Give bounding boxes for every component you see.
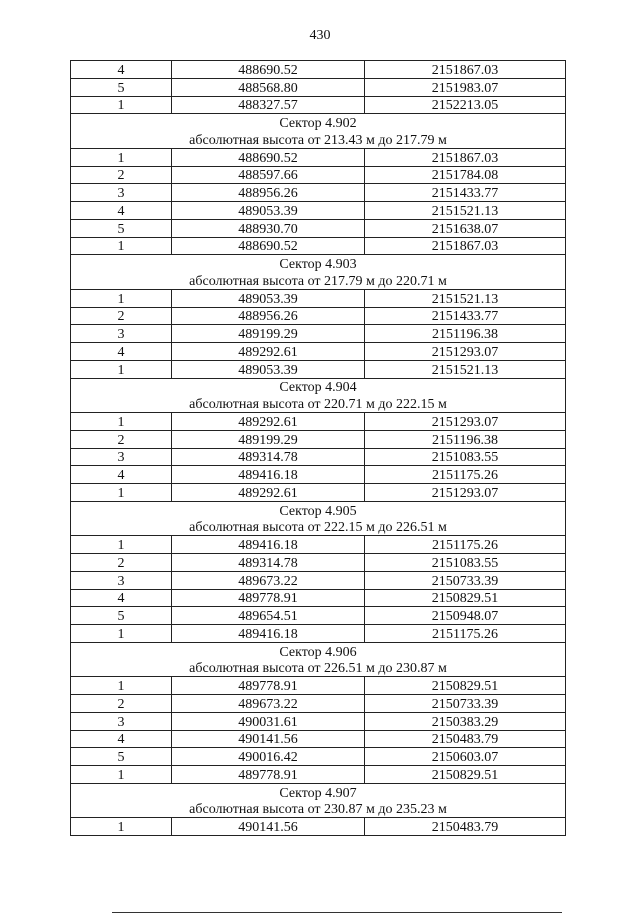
point-number-cell: 1 [71,536,172,554]
table-row [71,202,566,220]
point-number-cell: 2 [71,554,172,572]
sector-title: Сектор 4.907 [71,783,566,800]
sector-title: Сектор 4.903 [71,255,566,272]
point-number-cell: 3 [71,448,172,466]
point-number-cell: 4 [71,343,172,361]
sector-altitude-range: абсолютная высота от 220.71 м до 222.15 м [71,395,566,412]
x-coordinate-cell: 489673.22 [172,571,365,589]
point-number-cell: 3 [71,325,172,343]
table-row [71,589,566,607]
x-coordinate-cell: 489292.61 [172,343,365,361]
point-number-cell: 5 [71,607,172,625]
y-coordinate-cell: 2151433.77 [365,184,566,202]
y-coordinate-cell: 2150829.51 [365,677,566,695]
y-coordinate-cell: 2151293.07 [365,343,566,361]
sector-range-row [71,131,566,148]
point-number-cell: 4 [71,589,172,607]
x-coordinate-cell: 489314.78 [172,448,365,466]
x-coordinate-cell: 489199.29 [172,430,365,448]
x-coordinate-cell: 489416.18 [172,625,365,643]
table-row [71,554,566,572]
table-row [71,184,566,202]
y-coordinate-cell: 2150733.39 [365,695,566,713]
x-coordinate-cell: 489053.39 [172,360,365,378]
x-coordinate-cell: 488956.26 [172,184,365,202]
sector-title: Сектор 4.904 [71,378,566,395]
y-coordinate-cell: 2151175.26 [365,466,566,484]
table-row [71,571,566,589]
x-coordinate-cell: 489292.61 [172,484,365,502]
table-row [71,766,566,784]
sector-title: Сектор 4.906 [71,642,566,659]
x-coordinate-cell: 489199.29 [172,325,365,343]
y-coordinate-cell: 2151175.26 [365,625,566,643]
y-coordinate-cell: 2151521.13 [365,202,566,220]
point-number-cell: 1 [71,625,172,643]
x-coordinate-cell: 488597.66 [172,166,365,184]
y-coordinate-cell: 2151196.38 [365,325,566,343]
sector-title-row [71,255,566,272]
point-number-cell: 2 [71,430,172,448]
x-coordinate-cell: 489053.39 [172,289,365,307]
y-coordinate-cell: 2150829.51 [365,766,566,784]
sector-title-row [71,783,566,800]
point-number-cell: 2 [71,695,172,713]
x-coordinate-cell: 488568.80 [172,78,365,96]
sector-altitude-range: абсолютная высота от 222.15 м до 226.51 м [71,519,566,536]
point-number-cell: 2 [71,166,172,184]
coordinates-table-body [71,61,566,836]
x-coordinate-cell: 488690.52 [172,148,365,166]
y-coordinate-cell: 2151083.55 [365,554,566,572]
point-number-cell: 4 [71,466,172,484]
table-row [71,430,566,448]
point-number-cell: 3 [71,184,172,202]
table-row [71,96,566,114]
y-coordinate-cell: 2150483.79 [365,818,566,836]
sector-altitude-range: абсолютная высота от 217.79 м до 220.71 м [71,272,566,289]
sector-title-row [71,114,566,131]
x-coordinate-cell: 490141.56 [172,730,365,748]
point-number-cell: 1 [71,766,172,784]
table-row [71,360,566,378]
sector-title: Сектор 4.902 [71,114,566,131]
table-row [71,307,566,325]
x-coordinate-cell: 490031.61 [172,712,365,730]
x-coordinate-cell: 488956.26 [172,307,365,325]
x-coordinate-cell: 490016.42 [172,748,365,766]
table-row [71,237,566,255]
table-row [71,818,566,836]
coordinates-table [70,60,566,836]
page-bottom-edge [112,912,562,913]
x-coordinate-cell: 489778.91 [172,766,365,784]
table-row [71,677,566,695]
x-coordinate-cell: 488327.57 [172,96,365,114]
y-coordinate-cell: 2150383.29 [365,712,566,730]
y-coordinate-cell: 2151293.07 [365,484,566,502]
sector-range-row [71,272,566,289]
point-number-cell: 5 [71,219,172,237]
point-number-cell: 2 [71,307,172,325]
table-row [71,78,566,96]
point-number-cell: 4 [71,202,172,220]
y-coordinate-cell: 2151293.07 [365,413,566,431]
point-number-cell: 3 [71,571,172,589]
sector-range-row [71,519,566,536]
x-coordinate-cell: 488690.52 [172,61,365,79]
point-number-cell: 1 [71,96,172,114]
table-row [71,413,566,431]
sector-title: Сектор 4.905 [71,501,566,518]
y-coordinate-cell: 2151521.13 [365,289,566,307]
x-coordinate-cell: 489654.51 [172,607,365,625]
table-row [71,148,566,166]
sector-altitude-range: абсолютная высота от 213.43 м до 217.79 м [71,131,566,148]
point-number-cell: 5 [71,748,172,766]
y-coordinate-cell: 2150948.07 [365,607,566,625]
y-coordinate-cell: 2150603.07 [365,748,566,766]
y-coordinate-cell: 2151521.13 [365,360,566,378]
table-row [71,289,566,307]
x-coordinate-cell: 489778.91 [172,677,365,695]
table-row [71,343,566,361]
x-coordinate-cell: 489053.39 [172,202,365,220]
y-coordinate-cell: 2151867.03 [365,237,566,255]
x-coordinate-cell: 489673.22 [172,695,365,713]
y-coordinate-cell: 2151083.55 [365,448,566,466]
table-row [71,748,566,766]
x-coordinate-cell: 489314.78 [172,554,365,572]
table-row [71,166,566,184]
point-number-cell: 1 [71,360,172,378]
point-number-cell: 1 [71,148,172,166]
x-coordinate-cell: 488930.70 [172,219,365,237]
y-coordinate-cell: 2151867.03 [365,148,566,166]
table-row [71,219,566,237]
point-number-cell: 1 [71,677,172,695]
sector-title-row [71,501,566,518]
point-number-cell: 1 [71,237,172,255]
point-number-cell: 4 [71,61,172,79]
y-coordinate-cell: 2150829.51 [365,589,566,607]
y-coordinate-cell: 2150733.39 [365,571,566,589]
table-row [71,325,566,343]
x-coordinate-cell: 489416.18 [172,466,365,484]
sector-range-row [71,660,566,677]
point-number-cell: 1 [71,818,172,836]
point-number-cell: 4 [71,730,172,748]
table-row [71,712,566,730]
sector-title-row [71,378,566,395]
y-coordinate-cell: 2151196.38 [365,430,566,448]
y-coordinate-cell: 2152213.05 [365,96,566,114]
y-coordinate-cell: 2151983.07 [365,78,566,96]
x-coordinate-cell: 489292.61 [172,413,365,431]
point-number-cell: 1 [71,413,172,431]
x-coordinate-cell: 489416.18 [172,536,365,554]
y-coordinate-cell: 2151784.08 [365,166,566,184]
table-row [71,536,566,554]
point-number-cell: 1 [71,289,172,307]
table-row [71,730,566,748]
x-coordinate-cell: 488690.52 [172,237,365,255]
table-row [71,625,566,643]
point-number-cell: 5 [71,78,172,96]
sector-altitude-range: абсолютная высота от 230.87 м до 235.23 м [71,801,566,818]
table-row [71,466,566,484]
page-number: 430 [309,28,331,43]
sector-range-row [71,801,566,818]
table-row [71,695,566,713]
y-coordinate-cell: 2151433.77 [365,307,566,325]
x-coordinate-cell: 489778.91 [172,589,365,607]
y-coordinate-cell: 2151867.03 [365,61,566,79]
y-coordinate-cell: 2150483.79 [365,730,566,748]
y-coordinate-cell: 2151638.07 [365,219,566,237]
sector-altitude-range: абсолютная высота от 226.51 м до 230.87 м [71,660,566,677]
point-number-cell: 1 [71,484,172,502]
sector-title-row [71,642,566,659]
x-coordinate-cell: 490141.56 [172,818,365,836]
sector-range-row [71,395,566,412]
point-number-cell: 3 [71,712,172,730]
table-row [71,448,566,466]
table-row [71,607,566,625]
table-row [71,61,566,79]
table-row [71,484,566,502]
y-coordinate-cell: 2151175.26 [365,536,566,554]
